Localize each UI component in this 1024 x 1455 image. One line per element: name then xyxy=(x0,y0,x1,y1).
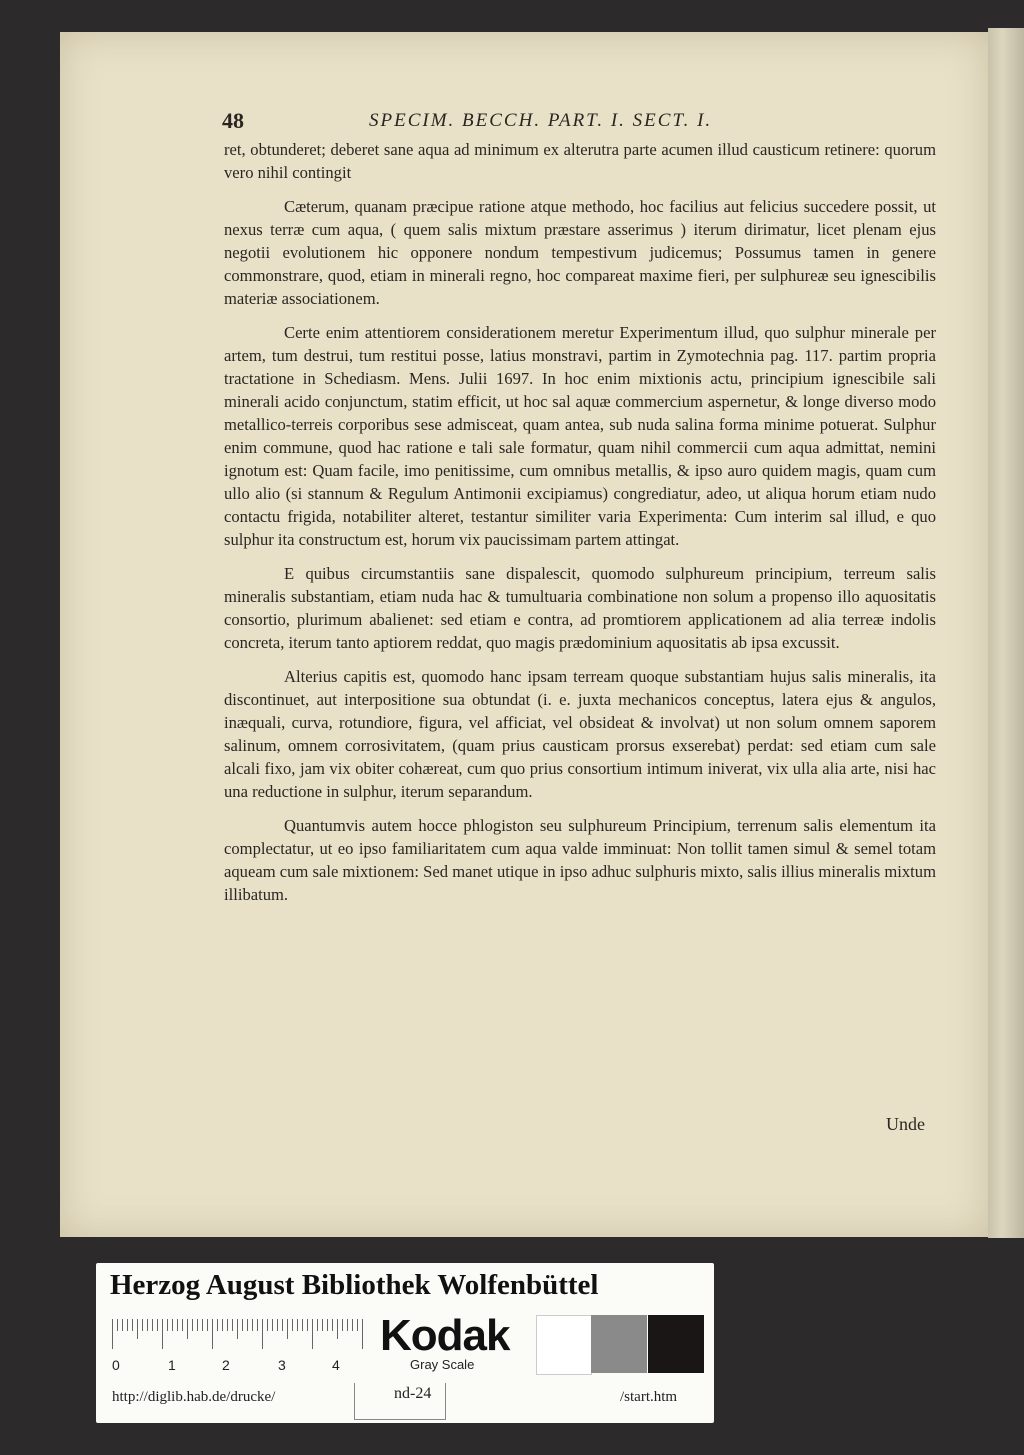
catchword: Unde xyxy=(886,1114,925,1134)
gray-swatch xyxy=(591,1315,647,1373)
ruler-tick xyxy=(222,1319,223,1331)
ruler-label: 1 xyxy=(168,1357,176,1373)
ruler-tick xyxy=(262,1319,263,1349)
paragraph: Quantumvis autem hocce phlogiston seu sulphureum Principium, terrenum salis elementum ita complectatur, ut eo ipso familiaritatem cum aqua valde imminuat: Non tollit tamen simul & semel totam aqueam cum sale mixtionem: Sed manet utique in ipso adhuc sulphuris mixto, salis illius mineralis mixtum illibatum. xyxy=(224,816,936,904)
ruler-tick xyxy=(122,1319,123,1331)
ruler-tick xyxy=(252,1319,253,1331)
black-swatch xyxy=(648,1315,704,1373)
ruler-tick xyxy=(267,1319,268,1331)
ruler-tick xyxy=(282,1319,283,1331)
paragraph: ret, obtunderet; deberet sane aqua ad minimum ex alterutra parte acumen illud causticum retinere: quorum vero nihil contingit xyxy=(224,140,936,182)
shelfmark: nd-24 xyxy=(394,1385,432,1402)
ruler-tick xyxy=(322,1319,323,1331)
ruler-tick xyxy=(197,1319,198,1331)
paragraph: Certe enim attentiorem considerationem meretur Experimentum illud, quo sulphur minerale per artem, tum destrui, tum restitui posse, latius monstravi, partim in Zymotechnia pag. 117. partim propria tractatione in Schediasm. Mens. Julii 1697. In hoc enim mixtionis actu, principium ignescibile sali minerali acido conjunctum, statim efficit, ut hoc sal aquæ commercium aspernetur, & longe diverso modo metallico-terreis corporibus sese admisceat, quam antea, sub nuda salina forma minime potuerat. Sulphur enim commune, quod hac ratione e tali sale formatur, quam nihil commercii cum aqua admittat, nemini ignotum est: Quam facile, imo penitissime, cum omnibus metallis, & ipso auro quidem magis, quam cum ullo alio (si stannum & Regulum Antimonii excipiamus) congrediatur, adeo, ut aliqua horum etiam nudo contactu frigida, notabiliter alteret, testantur similiter varia Experimenta: Cum interim sal illud, e quo sulphur ita constructum est, horum vix paucissimam partem attingat. xyxy=(224,323,936,549)
ruler-tick xyxy=(327,1319,328,1331)
ruler-tick xyxy=(127,1319,128,1331)
color-calibration-card xyxy=(96,1263,714,1423)
ruler-tick xyxy=(187,1319,188,1339)
ruler-tick xyxy=(247,1319,248,1331)
page-number: 48 xyxy=(222,108,244,133)
white-swatch xyxy=(536,1315,592,1375)
ruler-tick xyxy=(167,1319,168,1331)
ruler-tick xyxy=(217,1319,218,1331)
url-right: /start.htm xyxy=(620,1389,678,1405)
paragraph: E quibus circumstantiis sane dispalescit, quomodo sulphureum principium, terreum salis mineralis substantiam, etiam nuda hac & tumultuaria combinatione non solum a propenso illo aquositatis consortio, plurimum abalienet: sed etiam e contra, ad promtiorem applicationem ad alia terreæ indolis concreta, iterum tanto aptiorem reddat, quo magis prædominium aquositatis ab ipsa excussit. xyxy=(224,564,936,652)
ruler-tick xyxy=(237,1319,238,1339)
ruler-tick xyxy=(162,1319,163,1349)
ruler-tick xyxy=(152,1319,153,1331)
ruler-tick xyxy=(147,1319,148,1331)
ruler-tick xyxy=(257,1319,258,1331)
body-text xyxy=(224,138,936,906)
ruler-tick xyxy=(292,1319,293,1331)
ruler-tick xyxy=(332,1319,333,1331)
page-edge xyxy=(988,28,1024,1238)
kodak-logo: Kodak xyxy=(380,1311,510,1360)
ruler-tick xyxy=(312,1319,313,1349)
paragraph: Alterius capitis est, quomodo hanc ipsam terream quoque substantiam hujus salis mineralis, ita discontinuet, aut interpositione sua obtundat (i. e. juxta mechanicos conceptus, latera ejus & angulos, inæquali, curva, rotundiore, figura, vel afficiat, vel obsideat & involvat) ut non solum omnem saporem salinum, omnem corrosivitatem, (quam prius causticam prorsus exserebat) perdat: sed etiam cum sale alcali fixo, jam vix obiter cohæreat, cum quo prius consortium intimum iniverat, vix ulla alia arte, nisi hac una reductione in sulphur, iterum separandum. xyxy=(224,667,936,801)
ruler-tick xyxy=(357,1319,358,1331)
ruler-tick xyxy=(232,1319,233,1331)
ruler-tick xyxy=(337,1319,338,1339)
page-header xyxy=(222,108,942,138)
ruler-tick xyxy=(302,1319,303,1331)
ruler-tick xyxy=(242,1319,243,1331)
ruler-tick xyxy=(182,1319,183,1331)
ruler-tick xyxy=(277,1319,278,1331)
ruler-tick xyxy=(172,1319,173,1331)
ruler-tick xyxy=(202,1319,203,1331)
ruler-tick xyxy=(112,1319,113,1349)
ruler-label: 3 xyxy=(278,1357,286,1373)
ruler-tick xyxy=(212,1319,213,1349)
ruler-tick xyxy=(142,1319,143,1331)
ruler-tick xyxy=(137,1319,138,1339)
gray-scale-label: Gray Scale xyxy=(410,1357,475,1372)
ruler-tick xyxy=(132,1319,133,1331)
ruler-tick xyxy=(227,1319,228,1331)
url-left: http://diglib.hab.de/drucke/ xyxy=(112,1389,276,1405)
ruler-tick xyxy=(317,1319,318,1331)
ruler-label: 2 xyxy=(222,1357,230,1373)
ruler-tick xyxy=(347,1319,348,1331)
running-head: SPECIM. BECCH. PART. I. SECT. I. xyxy=(369,110,713,131)
ruler-tick xyxy=(287,1319,288,1339)
library-name: Herzog August Bibliothek Wolfenbüttel xyxy=(110,1269,599,1301)
ruler-tick xyxy=(157,1319,158,1331)
ruler-tick xyxy=(177,1319,178,1331)
ruler-tick xyxy=(352,1319,353,1331)
ruler-tick xyxy=(192,1319,193,1331)
ruler-tick xyxy=(307,1319,308,1331)
ruler-label: 0 xyxy=(112,1357,120,1373)
ruler-label: 4 xyxy=(332,1357,340,1373)
paragraph: Cæterum, quanam præcipue ratione atque methodo, hoc facilius aut felicius succedere possit, ut nexus terræ cum aqua, ( quem salis mixtum præstare asserimus ) iterum dirimatur, licet plenam ejus negotii evolutionem hic opponere nondum tempestivum judicemus; Possumus tamen in genere commonstrare, quod, etiam in minerali regno, hoc compareat maxime fieri, per sulphureæ seu ignescibilis materiæ associationem. xyxy=(224,197,936,308)
ruler xyxy=(112,1319,362,1357)
ruler-tick xyxy=(207,1319,208,1331)
ruler-tick xyxy=(117,1319,118,1331)
ruler-tick xyxy=(342,1319,343,1331)
ruler-tick xyxy=(362,1319,363,1349)
ruler-tick xyxy=(272,1319,273,1331)
ruler-tick xyxy=(297,1319,298,1331)
